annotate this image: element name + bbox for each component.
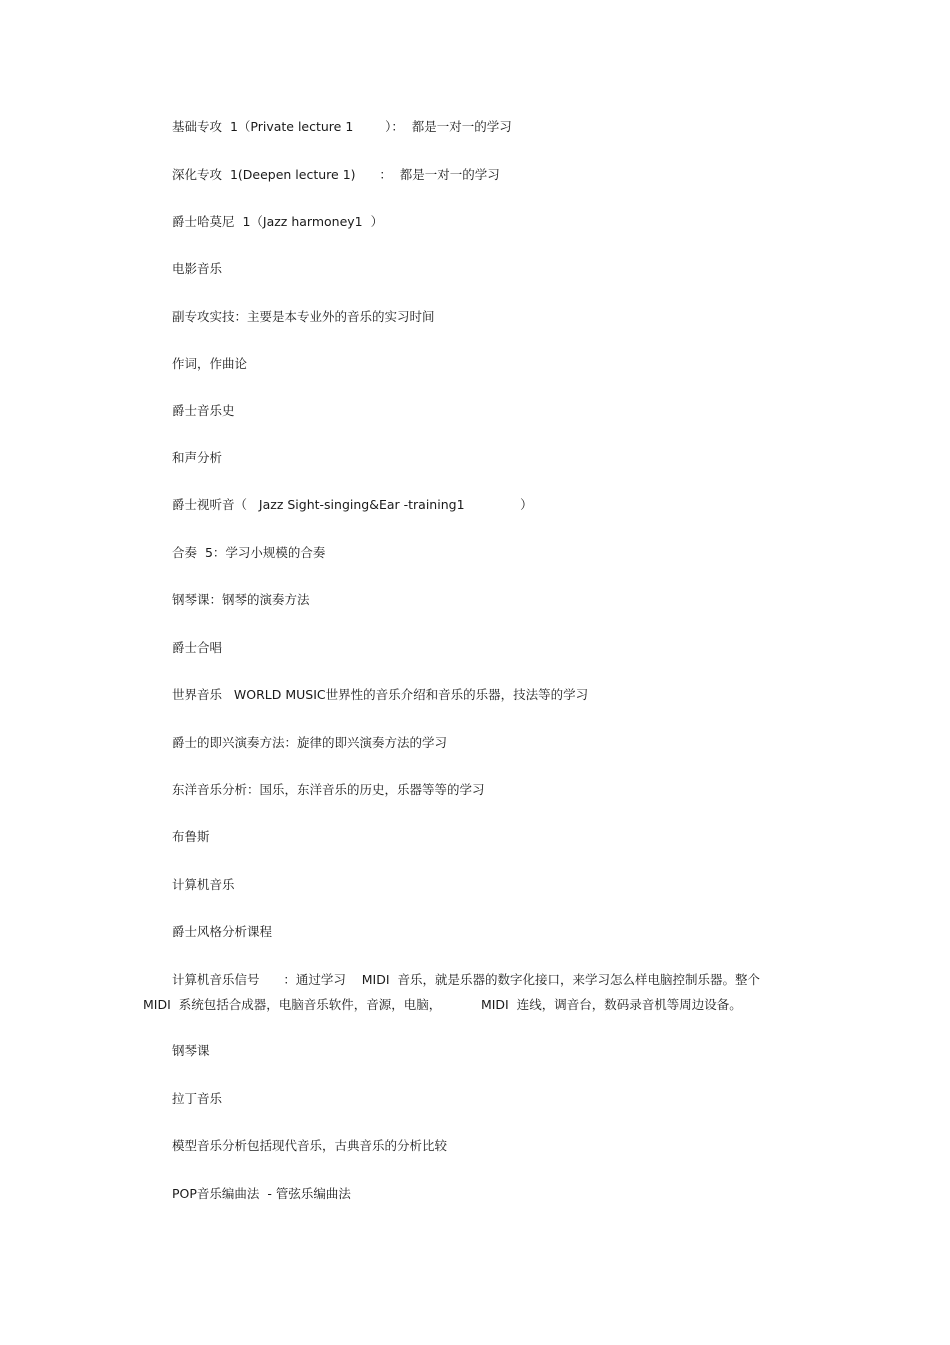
- course-line-jazz-harmony: 爵士哈莫尼 1（Jazz harmoney1 ）: [172, 214, 384, 229]
- course-line-eastern-music: 东洋音乐分析：国乐，东洋音乐的历史，乐器等等的学习: [172, 782, 485, 797]
- course-line-private-lecture: 基础专攻 1（Private lecture 1 ）： 都是一对一的学习: [172, 119, 512, 134]
- course-line-computer-music: 计算机音乐: [172, 877, 235, 892]
- course-line-jazz-improvisation: 爵士的即兴演奏方法：旋律的即兴演奏方法的学习: [172, 735, 448, 750]
- course-line-midi-signal-continued: MIDI 系统包括合成器，电脑音乐软件，音源，电脑， MIDI 连线，调音台，数码录音机等周边设备。: [143, 997, 742, 1012]
- course-line-minor-practice: 副专攻实技：主要是本专业外的音乐的实习时间: [172, 309, 435, 324]
- course-line-ensemble: 合奏 5：学习小规模的合奏: [172, 545, 326, 560]
- course-line-piano-method: 钢琴课：钢琴的演奏方法: [172, 592, 310, 607]
- course-line-blues: 布鲁斯: [172, 829, 210, 844]
- course-line-jazz-style: 爵士风格分析课程: [172, 924, 273, 939]
- course-line-model-analysis: 模型音乐分析包括现代音乐，古典音乐的分析比较: [172, 1138, 448, 1153]
- course-line-midi-signal: 计算机音乐信号 ：通过学习 MIDI 音乐，就是乐器的数字化接口，来学习怎么样电脑控制乐器。整个: [172, 972, 760, 987]
- course-line-film-music: 电影音乐: [172, 261, 223, 276]
- course-line-world-music: 世界音乐 WORLD MUSIC世界性的音乐介绍和音乐的乐器，技法等的学习: [172, 687, 589, 702]
- course-line-latin-music: 拉丁音乐: [172, 1091, 223, 1106]
- course-line-harmony-analysis: 和声分析: [172, 450, 223, 465]
- course-line-lyrics-composition: 作词，作曲论: [172, 356, 248, 371]
- course-line-piano: 钢琴课: [172, 1043, 210, 1058]
- course-line-pop-arrangement: POP音乐编曲法 - 管弦乐编曲法: [172, 1186, 351, 1201]
- course-line-jazz-ear-training: 爵士视听音（ Jazz Sight-singing&Ear -training1 ）: [172, 497, 533, 512]
- course-line-deepen-lecture: 深化专攻 1(Deepen lecture 1) ： 都是一对一的学习: [172, 167, 500, 182]
- course-line-jazz-choir: 爵士合唱: [172, 640, 223, 655]
- course-line-jazz-history: 爵士音乐史: [172, 403, 235, 418]
